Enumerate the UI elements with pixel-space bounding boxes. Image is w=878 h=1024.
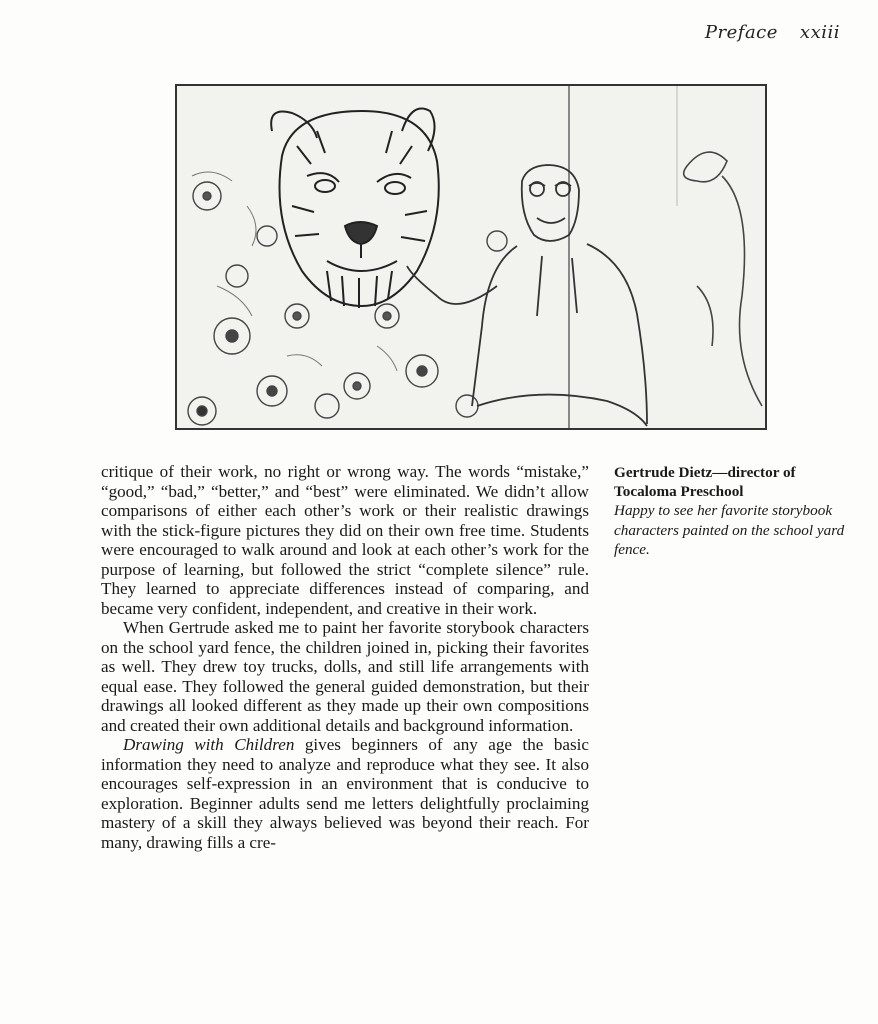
photo-caption [614,463,854,559]
page-number: xxiii [799,22,840,43]
caption-text: Happy to see her favorite storybook characters painted on the school yard fence. [614,502,845,558]
book-title: Drawing with Children [123,735,295,754]
running-head [705,22,840,43]
paragraph-3-text: gives beginners of any age the basic information they need to analyze and reproduce what they see. It also encourages self-expression in an environment that is conducive to exploration. Beginner adults send me letters delightfully proclaiming mastery of a skill they always believed was beyond their reach. For many, drawing fills a cre- [101,735,589,852]
photo-figure [175,84,767,430]
section-title: Preface [704,22,778,43]
photo-tiger-mural-icon [177,86,765,428]
paragraph-1: critique of their work, no right or wrong way. The words “mistake,” “good,” “bad,” “better,” and “best” were eliminated. We didn’t allow comparisons of either each other’s work or their realistic drawings with the stick-figure pictures they did on their own free time. Students were encouraged to walk around and look at each other’s work for the purpose of learning, but followed the strict “complete silence” rule. They learned to appreciate differences instead of comparing, and became very confident, independent, and creative in their work. [101,462,589,618]
paragraph-3 [101,735,589,852]
body-text [101,462,589,852]
paragraph-2: When Gertrude asked me to paint her favorite storybook characters on the school yard fence, the children joined in, picking their favorites as well. They drew toy trucks, dolls, and still life arrangements with equal ease. They followed the general guided demonstration, but their drawings all looked different as they made up their own compositions and created their own additional details and background information. [101,618,589,735]
caption-title-line2: Tocaloma Preschool [614,483,744,501]
caption-title-line1: Gertrude Dietz—director of [614,464,796,481]
